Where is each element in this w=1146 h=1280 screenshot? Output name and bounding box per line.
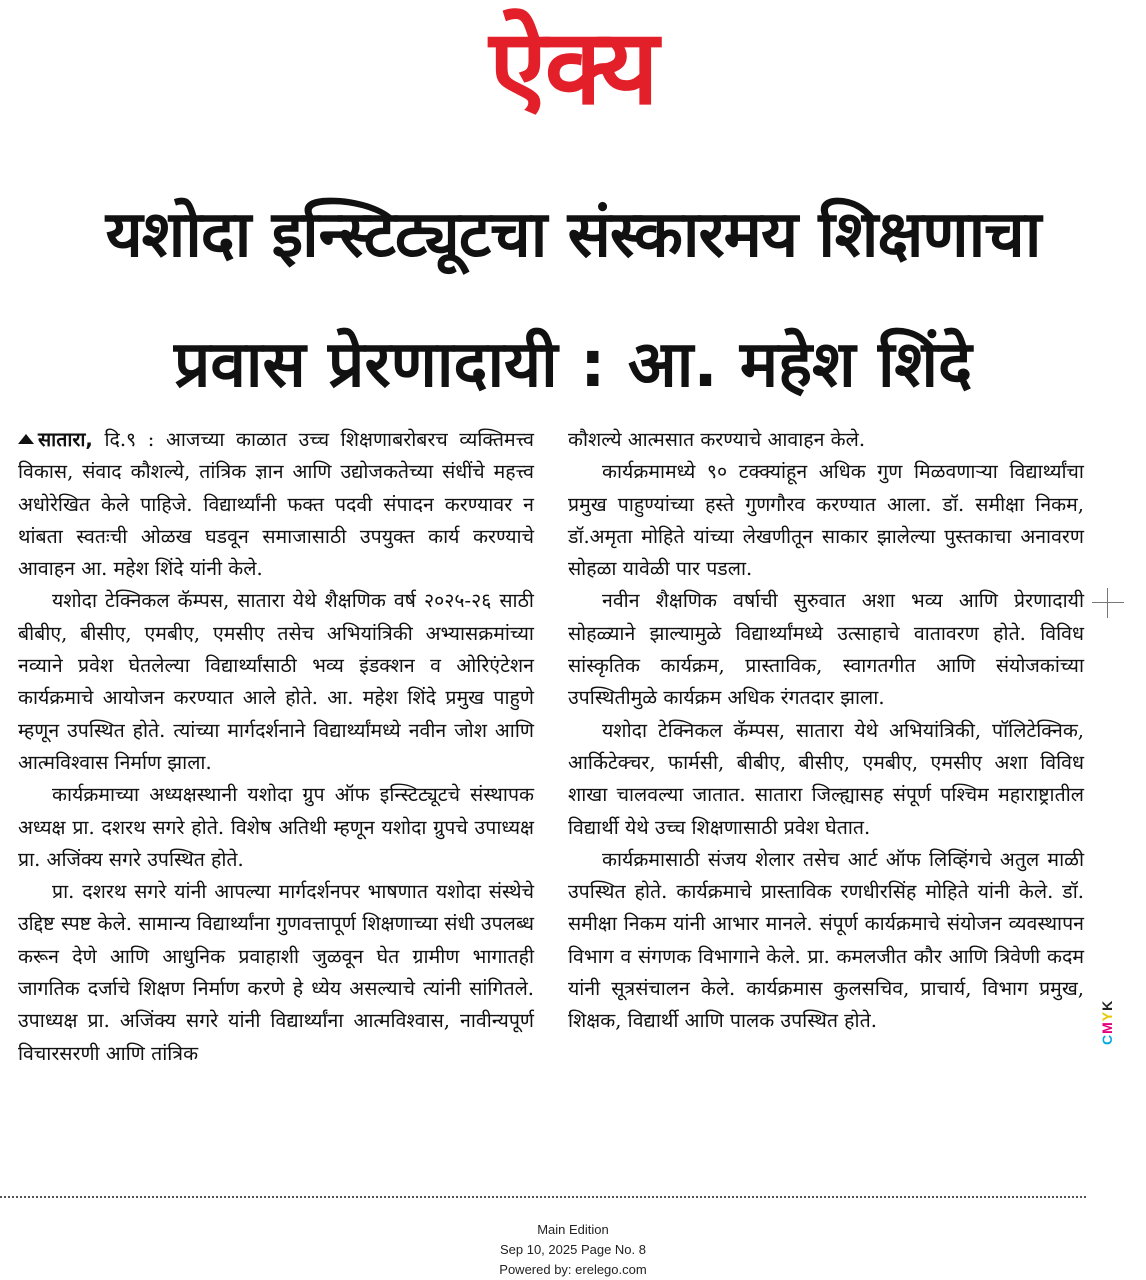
article-paragraph: कार्यक्रमामध्ये ९० टक्क्यांहून अधिक गुण मिळवणाऱ्या विद्यार्थ्यांचा प्रमुख पाहुण्यांच्या हस्ते गुणगौरव करण्यात आला. डॉ. समीक्षा निकम, डॉ.अमृता मोहिते यांच्या लेखणीतून साकार झालेल्या पुस्तकाचा अनावरण सोहळा यावेळी पार पडला. <box>568 460 1084 581</box>
page-footer <box>0 1220 1146 1280</box>
article-column-left <box>18 424 534 1070</box>
article-column-right <box>568 424 1084 1038</box>
article-paragraph: कार्यक्रमासाठी संजय शेलार तसेच आर्ट ऑफ लिव्हिंगचे अतुल माळी उपस्थित होते. कार्यक्रमाचे प्रास्ताविक रणधीरसिंह मोहिते यांनी केले. डॉ. समीक्षा निकम यांनी आभार मानले. संपूर्ण कार्यक्रमाचे संयोजन व्यवस्थापन विभाग व संगणक विभागाने केले. प्रा. कमलजीत कौर आणि त्रिवेणी कदम यांनी सूत्रसंचालन केले. कार्यक्रमास कुलसचिव, प्राचार्य, विभाग प्रमुख, शिक्षक, विद्यार्थी आणि पालक उपस्थित होते. <box>568 847 1084 1033</box>
article-paragraph <box>18 424 534 585</box>
article-paragraph: यशोदा टेक्निकल कॅम्पस, सातारा येथे शैक्षणिक वर्ष २०२५-२६ साठी बीबीए, बीसीए, एमबीए, एमसीए तसेच अभियांत्रिकी अभ्यासक्रमांच्या नव्याने प्रवेश घेतलेल्या विद्यार्थ्यांसाठी भव्य इंडक्शन व ओरिएंटेशन कार्यक्रमाचे आयोजन करण्यात आले होते. आ. महेश शिंदे प्रमुख पाहुणे म्हणून उपस्थित होते. त्यांच्या मार्गदर्शनाने विद्यार्थ्यांमध्ये नवीन जोश आणि आत्मविश्वास निर्माण झाला. <box>18 589 534 774</box>
footer-divider <box>0 1196 1086 1198</box>
dateline-triangle-icon <box>18 434 34 444</box>
article-paragraph: कार्यक्रमाच्या अध्यक्षस्थानी यशोदा ग्रुप ऑफ इन्स्टिट्यूटचे संस्थापक अध्यक्ष प्रा. दशरथ सगरे होते. विशेष अतिथी म्हणून यशोदा ग्रुपचे उपाध्यक्ष प्रा. अजिंक्य सगरे उपस्थित होते. <box>18 783 534 871</box>
date-page-label: Sep 10, 2025 Page No. 8 <box>499 1242 646 1257</box>
crop-mark-vertical <box>1107 588 1108 618</box>
cmyk-registration-mark: CMYK <box>1099 999 1115 1045</box>
article-paragraph: कौशल्ये आत्मसात करण्याचे आवाहन केले. <box>568 428 866 451</box>
edition-label: Main Edition <box>537 1222 609 1237</box>
newspaper-masthead-logo: ऐक्य <box>489 6 657 128</box>
crop-mark-horizontal <box>1092 602 1124 603</box>
article-paragraph: नवीन शैक्षणिक वर्षाची सुरुवात अशा भव्य आणि प्रेरणादायी सोहळ्याने झाल्यामुळे विद्यार्थ्यांमध्ये उत्साहाचे वातावरण होते. विविध सांस्कृतिक कार्यक्रम, प्रास्ताविक, स्वागतगीत आणि संयोजकांच्या उपस्थितीमुळे कार्यक्रम अधिक रंगतदार झाला. <box>568 589 1084 710</box>
paragraph-text: दि.९ : आजच्या काळात उच्च शिक्षणाबरोबरच व्यक्तिमत्त्व विकास, संवाद कौशल्ये, तांत्रिक ज्ञान आणि उद्योजकतेच्या संधींचे महत्त्व अधोरेखित केले पाहिजे. विद्यार्थ्यांनी फक्त पदवी संपादन करण्यावर न थांबता स्वतःची ओळख घडवून समाजासाठी उपयुक्त कार्य करण्याचे आवाहन आ. महेश शिंदे यांनी केले. <box>18 428 534 581</box>
powered-by-label: Powered by: erelego.com <box>499 1262 647 1277</box>
dateline: सातारा, <box>38 428 93 451</box>
article-paragraph: यशोदा टेक्निकल कॅम्पस, सातारा येथे अभियांत्रिकी, पॉलिटेक्निक, आर्किटेक्चर, फार्मसी, बीबीए, बीसीए, एमबीए, एमसीए अशा विविध शाखा चालवल्या जातात. सातारा जिल्ह्यासह संपूर्ण पश्चिम महाराष्ट्रातील विद्यार्थी येथे उच्च शिक्षणासाठी प्रवेश घेतात. <box>568 718 1084 839</box>
headline-line-2: प्रवास प्रेरणादायी : आ. महेश शिंदे <box>173 328 973 402</box>
headline-line-1: यशोदा इन्स्टिट्यूटचा संस्कारमय शिक्षणाचा <box>105 198 1041 272</box>
article-paragraph: प्रा. दशरथ सगरे यांनी आपल्या मार्गदर्शनपर भाषणात यशोदा संस्थेचे उद्दिष्ट स्पष्ट केले. सामान्य विद्यार्थ्यांना गुणवत्तापूर्ण शिक्षणाच्या संधी उपलब्ध करून देणे आणि आधुनिक प्रवाहाशी जुळवून घेत ग्रामीण भागातही जागतिक दर्जाचे शिक्षण निर्माण करणे हे ध्येय असल्याचे त्यांनी सांगितले. उपाध्यक्ष प्रा. अजिंक्य सगरे यांनी विद्यार्थ्यांना आत्मविश्वास, नावीन्यपूर्ण विचारसरणी आणि तांत्रिक <box>18 880 534 1065</box>
